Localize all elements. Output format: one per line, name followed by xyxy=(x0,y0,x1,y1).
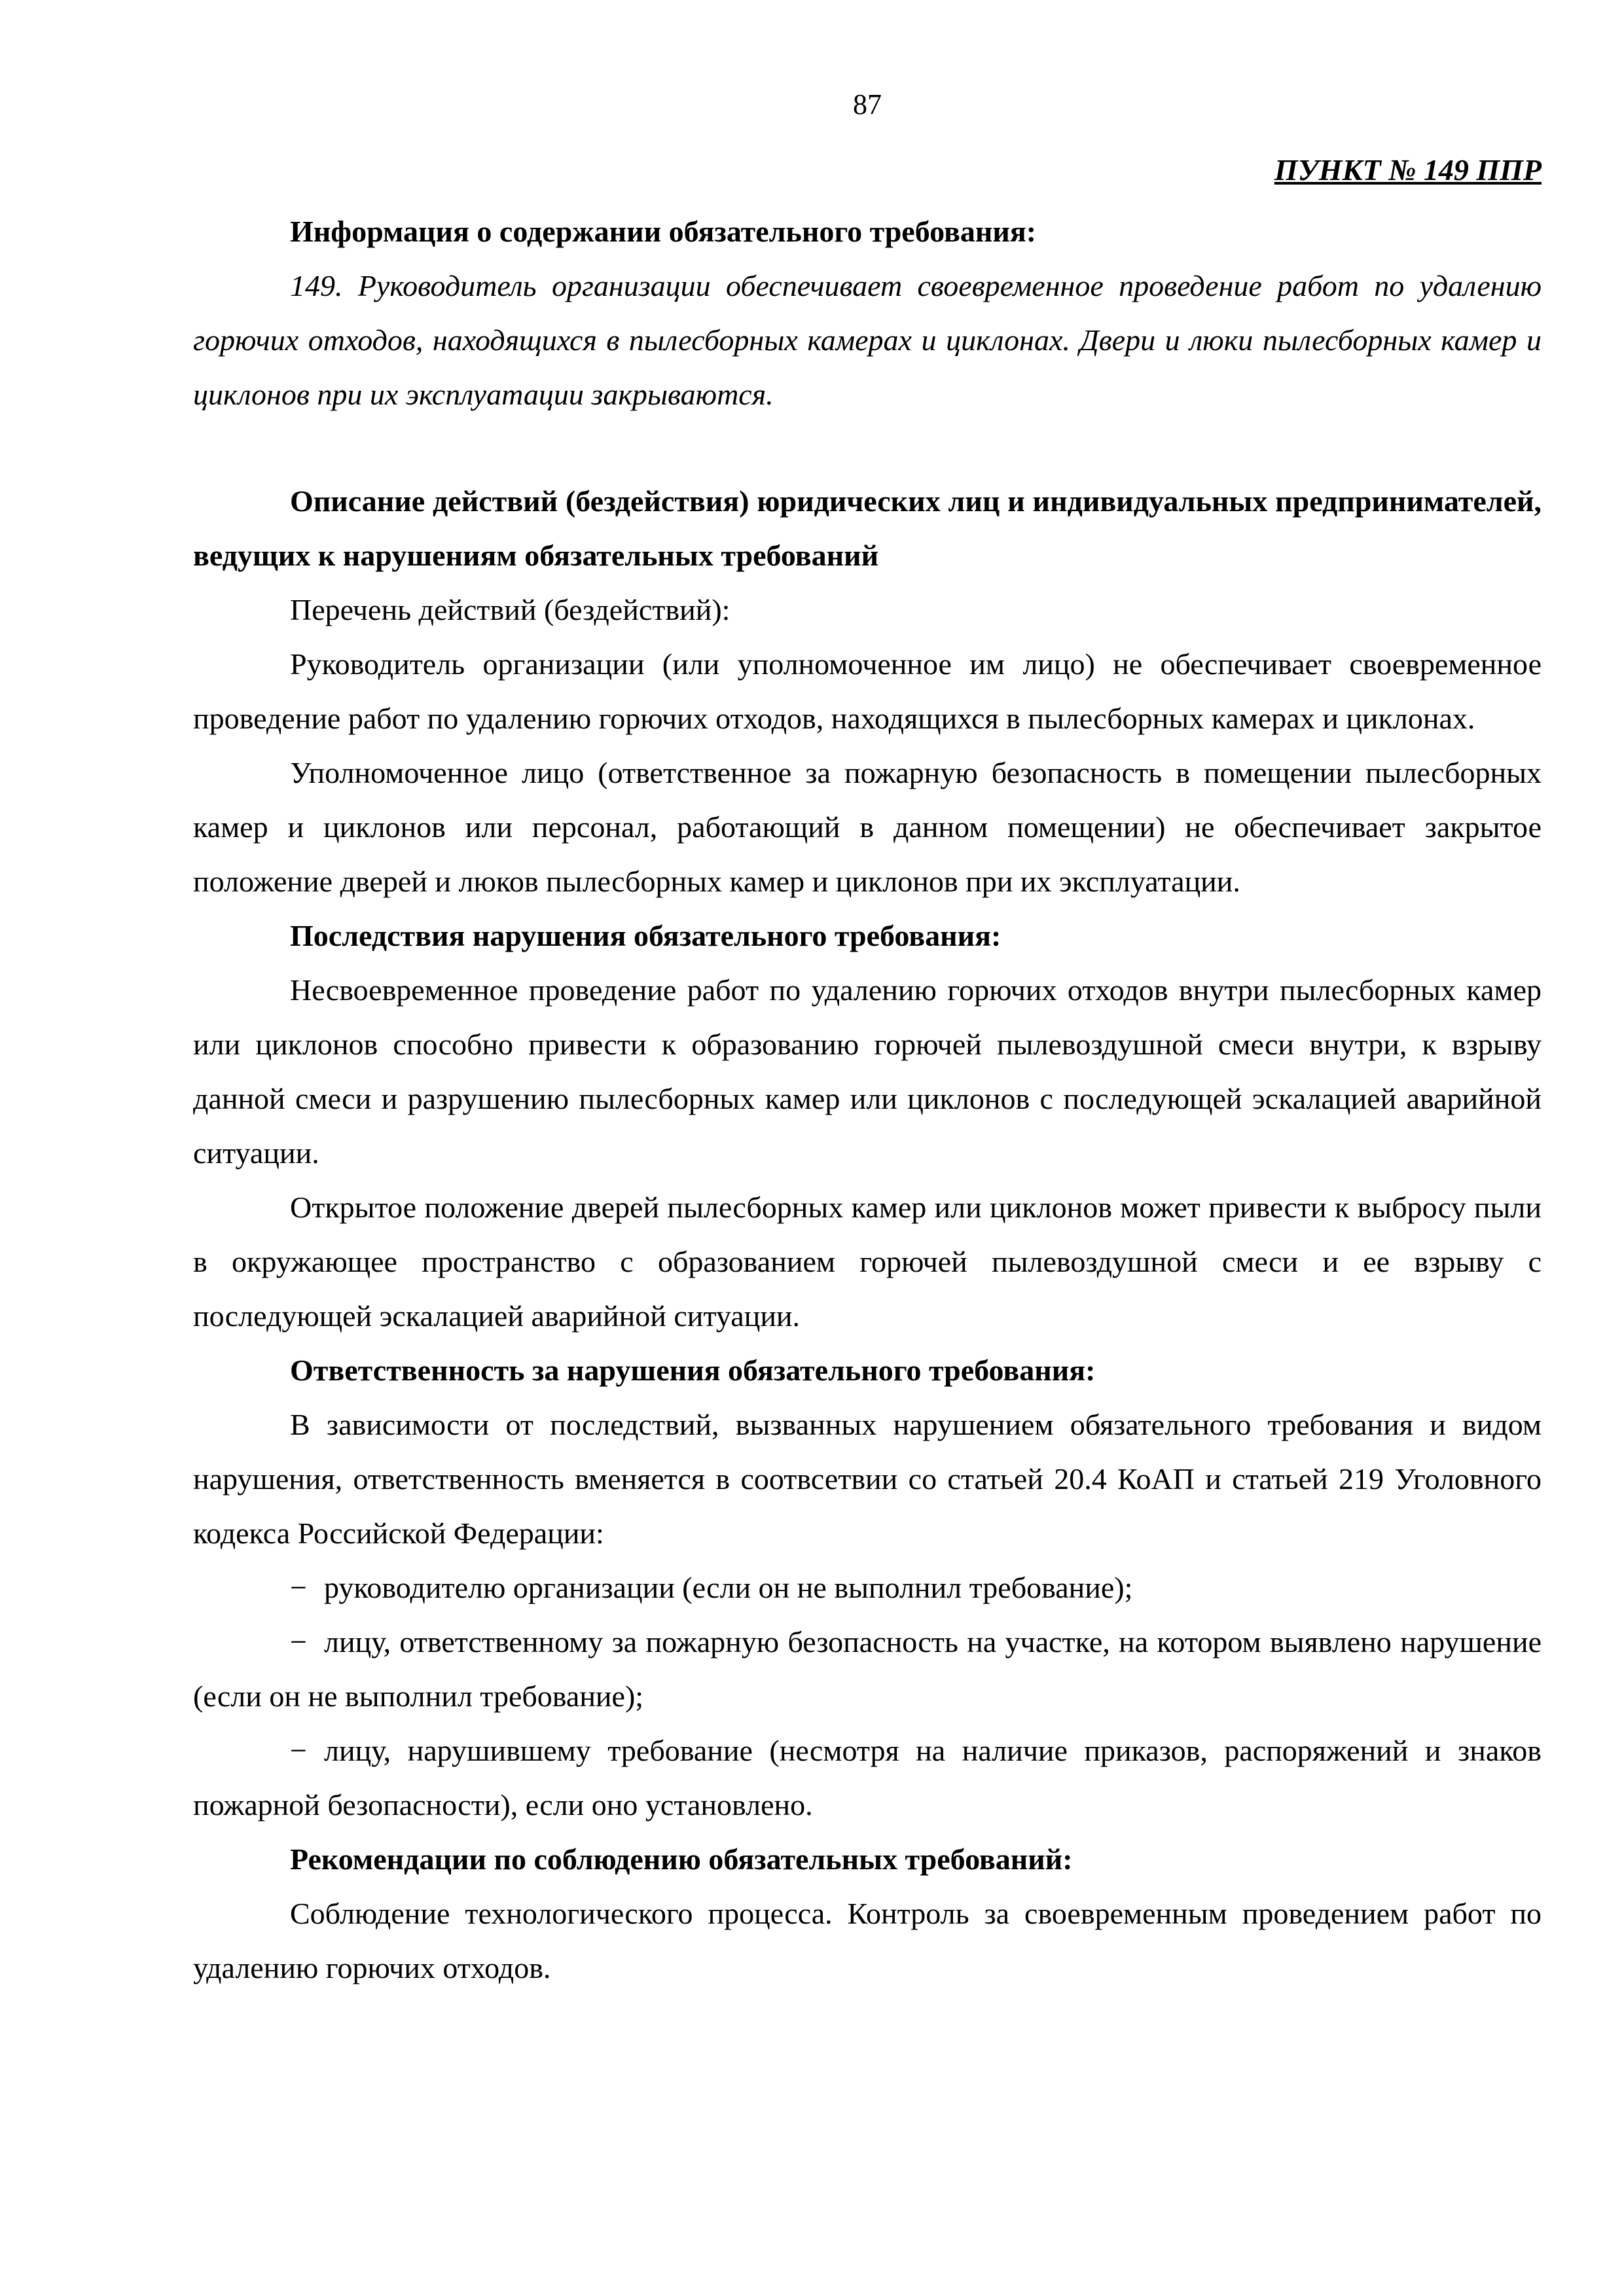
document-page xyxy=(193,85,1542,1995)
section-title: ПУНКТ № 149 ППР xyxy=(1274,153,1542,187)
liability-intro: В зависимости от последствий, вызванных нарушением обязательного требования и видом нарушения, ответственность вменяется в соотвсетвии со статьей 20.4 КоАП и статьей 219 Уголовного кодекса Российской Федерации: xyxy=(193,1408,1542,1550)
violation-item: Уполномоченное лицо (ответственное за пожарную безопасность в помещении пылесборных камер и циклонов или персонал, работающий в данном помещении) не обеспечивает закрытое положение дверей и люков пылесборных камер и циклонов при их эксплуатации. xyxy=(193,756,1542,898)
liability-item xyxy=(193,1615,1542,1723)
consequence-paragraph: Несвоевременное проведение работ по удалению горючих отходов внутри пылесборных камер или циклонов способно привести к образованию горючей пылевоздушной смеси внутри, к взрыву данной смеси и разрушению пылесборных камер или циклонов с последующей эскалацией аварийной ситуации. xyxy=(193,973,1542,1170)
consequences-heading: Последствия нарушения обязательного требования: xyxy=(290,919,1001,952)
violation-item: Руководитель организации (или уполномоченное им лицо) не обеспечивает своевременное проведение работ по удалению горючих отходов, находящихся в пылесборных камерах и циклонах. xyxy=(193,647,1542,735)
dash-marker: − xyxy=(290,1625,307,1659)
liability-item-text: руководителю организации (если он не выполнил требование); xyxy=(324,1571,1133,1604)
recommendations-text: Соблюдение технологического процесса. Контроль за своевременным проведением работ по удалению горючих отходов. xyxy=(193,1897,1542,1984)
recommendations-heading: Рекомендации по соблюдению обязательных требований: xyxy=(290,1842,1073,1876)
requirement-heading: Информация о содержании обязательного требования: xyxy=(290,215,1037,248)
liability-item xyxy=(193,1560,1542,1615)
violations-heading: Описание действий (бездействия) юридических лиц и индивидуальных предпринимателей, ведущих к нарушениям обязательных требований xyxy=(193,484,1542,572)
dash-marker: − xyxy=(290,1571,307,1604)
page-number: 87 xyxy=(853,88,882,120)
dash-marker: − xyxy=(290,1734,307,1767)
liability-item xyxy=(193,1723,1542,1832)
liability-item-text: лицу, нарушившему требование (несмотря на наличие приказов, распоряжений и знаков пожарной безопасности), если оно установлено. xyxy=(193,1734,1542,1821)
liability-heading: Ответственность за нарушения обязательного требования: xyxy=(290,1354,1096,1387)
violations-list-label: Перечень действий (бездействий): xyxy=(290,593,731,626)
liability-item-text: лицу, ответственному за пожарную безопасность на участке, на котором выявлено нарушение (если он не выполнил требование); xyxy=(193,1625,1542,1713)
requirement-text: 149. Руководитель организации обеспечивает своевременное проведение работ по удалению горючих отходов, находящихся в пылесборных камерах и циклонах. Двери и люки пылесборных камер и циклонов при их эксплуатации закрываются. xyxy=(193,269,1542,411)
consequence-paragraph: Открытое положение дверей пылесборных камер или циклонов может привести к выбросу пыли в окружающее пространство с образованием горючей пылевоздушной смеси и ее взрыву с последующей эскалацией аварийной ситуации. xyxy=(193,1191,1542,1333)
